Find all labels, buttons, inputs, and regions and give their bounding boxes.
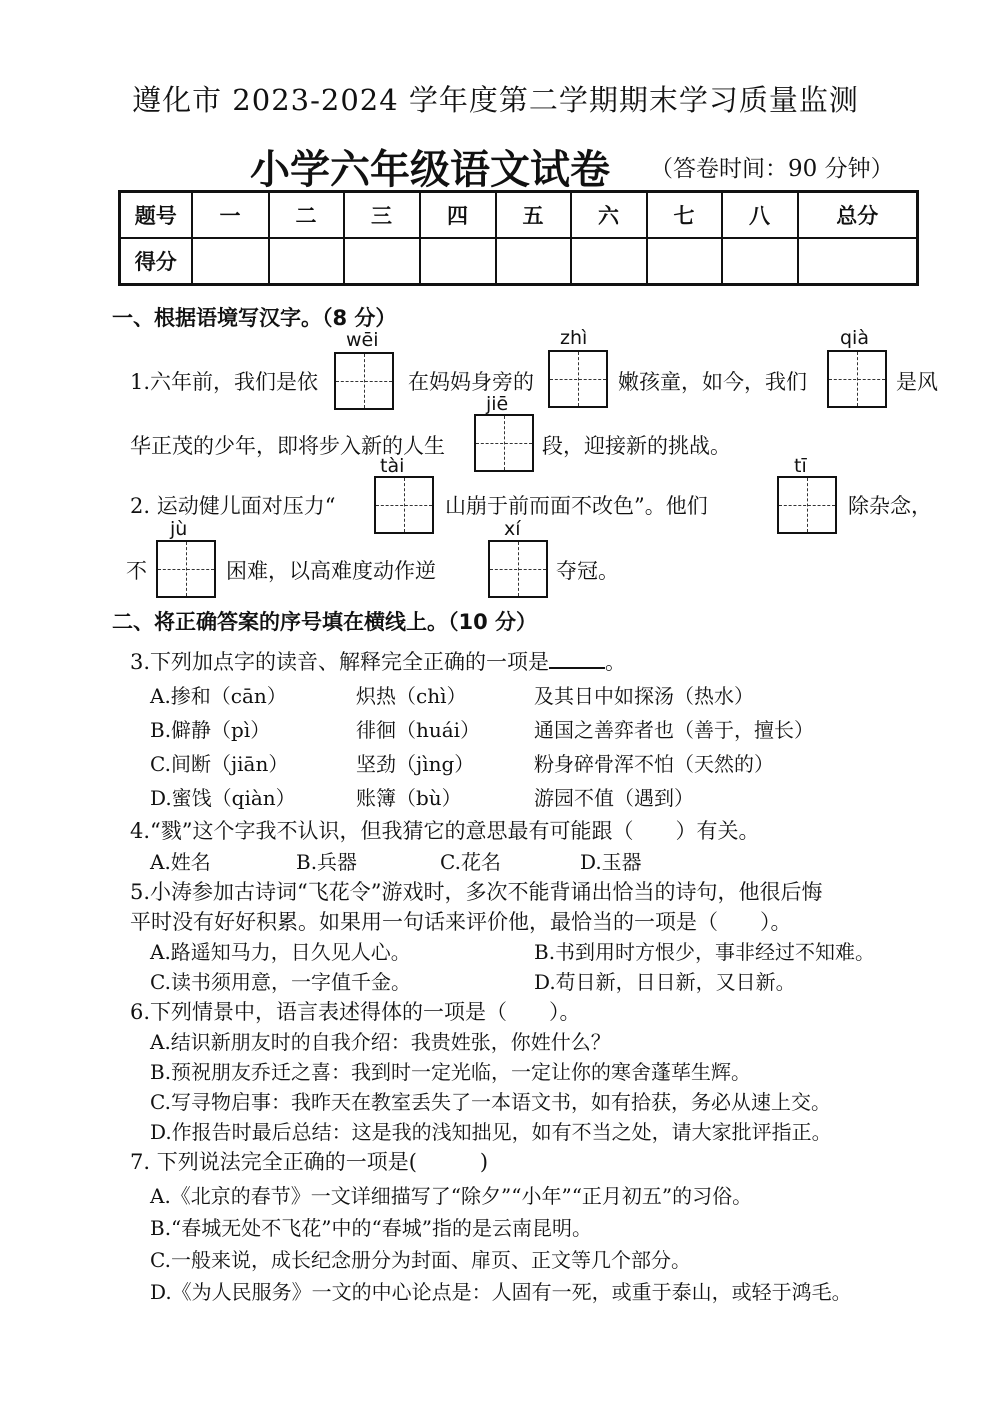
q7-option-c: C.一般来说，成长纪念册分为封面、扉页、正文等几个部分。 (150, 1248, 691, 1272)
q3-stem-text: 3.下列加点字的读音、解释完全正确的一项是 (130, 650, 550, 674)
q1-text: 嫩孩童，如今，我们 (618, 370, 807, 394)
score-table-cell: 四 (420, 192, 496, 239)
score-table-cell: 二 (269, 192, 344, 239)
score-entry-cell[interactable] (496, 238, 571, 285)
q4-option-c: C.花名 (440, 850, 501, 874)
score-table-cell: 八 (722, 192, 798, 239)
score-table-score-row (120, 238, 918, 285)
pinyin-label: xí (504, 518, 521, 540)
score-table-cell: 一 (192, 192, 269, 239)
q1-text: 在妈妈身旁的 (408, 370, 534, 394)
q7-option-b: B.“春城无处不飞花”中的“春城”指的是云南昆明。 (150, 1216, 592, 1240)
pinyin-label: jù (170, 518, 188, 540)
writing-box[interactable] (827, 350, 887, 408)
exam-time-note: （答卷时间：90 分钟） (650, 156, 894, 182)
q5-option-c: C.读书须用意，一字值千金。 (150, 970, 411, 994)
q2-text: 夺冠。 (556, 559, 619, 583)
score-entry-cell[interactable] (722, 238, 798, 285)
writing-box[interactable] (474, 414, 534, 472)
q6-option-a: A.结识新朋友时的自我介绍：我贵姓张，你姓什么？ (150, 1030, 611, 1054)
q5-option-a: A.路遥知马力，日久见人心。 (150, 940, 411, 964)
q3-option-d-word2: 账簿（bù） (356, 786, 462, 810)
q6-option-c: C.写寻物启事：我昨天在教室丢失了一本语文书，如有拾获，务必从速上交。 (150, 1090, 831, 1114)
q4-option-b: B.兵器 (296, 850, 358, 874)
q7-option-a: A.《北京的春节》一文详细描写了“除夕”“小年”“正月初五”的习俗。 (150, 1184, 753, 1208)
q5-stem-line1: 5.小涛参加古诗词“飞花令”游戏时，多次不能背诵出恰当的诗句，他很后悔 (130, 880, 823, 904)
writing-box[interactable] (488, 540, 548, 598)
score-entry-cell[interactable] (647, 238, 722, 285)
score-entry-cell[interactable] (344, 238, 420, 285)
q4-option-d: D.玉器 (580, 850, 642, 874)
q7-stem: 7. 下列说法完全正确的一项是( ) (130, 1150, 489, 1174)
q3-option-d-word3: 游园不值（遇到） (534, 786, 694, 810)
pinyin-label: qià (840, 327, 869, 349)
q3-option-d-word1: D.蜜饯（qiàn） (150, 786, 296, 810)
pinyin-label: jiē (486, 393, 509, 415)
writing-box[interactable] (548, 350, 608, 408)
q1-text: 段，迎接新的挑战。 (542, 434, 731, 458)
score-entry-cell[interactable] (192, 238, 269, 285)
pinyin-label: tài (380, 455, 405, 477)
q4-option-a: A.姓名 (150, 850, 211, 874)
section1-heading: 一、根据语境写汉字。（8 分） (112, 306, 397, 330)
writing-box[interactable] (334, 352, 394, 410)
score-table-cell: 得分 (120, 238, 192, 285)
exam-title: 小学六年级语文试卷 (250, 147, 610, 193)
q1-text: 是风 (896, 370, 938, 394)
q5-stem-line2: 平时没有好好积累。如果用一句话来评价他，最恰当的一项是（ ）。 (130, 910, 792, 934)
q2-text: 除杂念， (848, 494, 932, 518)
writing-box[interactable] (374, 476, 434, 534)
q7-option-d: D.《为人民服务》一文的中心论点是：人固有一死，或重于泰山，或轻于鸿毛。 (150, 1280, 852, 1304)
score-table (118, 190, 919, 286)
q3-option-c-word2: 坚劲（jìng） (356, 752, 475, 776)
q3-option-a-word3: 及其日中如探汤（热水） (534, 684, 754, 708)
q3-option-a-word2: 炽热（chì） (356, 684, 467, 708)
q5-option-b: B.书到用时方恨少，事非经过不知难。 (534, 940, 876, 964)
score-table-cell: 七 (647, 192, 722, 239)
exam-header-line1: 遵化市 2023-2024 学年度第二学期期末学习质量监测 (132, 83, 859, 117)
q4-stem: 4.“戮”这个字我不认识，但我猜它的意思最有可能跟（ ）有关。 (130, 819, 760, 843)
q3-option-c-word3: 粉身碎骨浑不怕（天然的） (534, 752, 774, 776)
q3-option-c-word1: C.间断（jiān） (150, 752, 289, 776)
score-table-cell: 三 (344, 192, 420, 239)
score-table-cell: 题号 (120, 192, 192, 239)
score-table-cell: 五 (496, 192, 571, 239)
score-entry-cell[interactable] (798, 238, 918, 285)
q1-text: 华正茂的少年，即将步入新的人生 (130, 434, 445, 458)
pinyin-label: wēi (346, 329, 379, 351)
score-entry-cell[interactable] (571, 238, 647, 285)
q5-option-d: D.苟日新，日日新，又日新。 (534, 970, 796, 994)
pinyin-label: tī (794, 455, 807, 477)
section2-heading: 二、将正确答案的序号填在横线上。（10 分） (112, 610, 538, 634)
answer-blank[interactable] (549, 649, 605, 669)
pinyin-label: zhì (560, 327, 588, 349)
score-table-cell: 六 (571, 192, 647, 239)
score-table-header-row (120, 192, 918, 239)
q3-option-b-word1: B.僻静（pì） (150, 718, 271, 742)
q2-text: 困难，以高难度动作逆 (226, 559, 436, 583)
writing-box[interactable] (777, 476, 837, 534)
q6-option-b: B.预祝朋友乔迁之喜：我到时一定光临，一定让你的寒舍蓬荜生辉。 (150, 1060, 752, 1084)
score-entry-cell[interactable] (269, 238, 344, 285)
score-table-cell: 总分 (798, 192, 918, 239)
score-entry-cell[interactable] (420, 238, 496, 285)
q2-text: 不 (126, 559, 147, 583)
q2-text: 山崩于前而面不改色”。他们 (445, 494, 708, 518)
q3-option-b-word3: 通国之善弈者也（善于，擅长） (534, 718, 814, 742)
q3-option-a-word1: A.掺和（cān） (150, 684, 287, 708)
q1-text: 1.六年前，我们是依 (130, 370, 319, 394)
q2-text: 2. 运动健儿面对压力“ (130, 494, 336, 518)
q3-stem (130, 646, 626, 676)
q6-option-d: D.作报告时最后总结：这是我的浅知拙见，如有不当之处，请大家批评指正。 (150, 1120, 832, 1144)
writing-box[interactable] (156, 540, 216, 598)
q6-stem: 6.下列情景中，语言表述得体的一项是（ ）。 (130, 1000, 581, 1024)
q3-option-b-word2: 徘徊（huái） (356, 718, 481, 742)
q3-stem-end: 。 (605, 650, 627, 674)
